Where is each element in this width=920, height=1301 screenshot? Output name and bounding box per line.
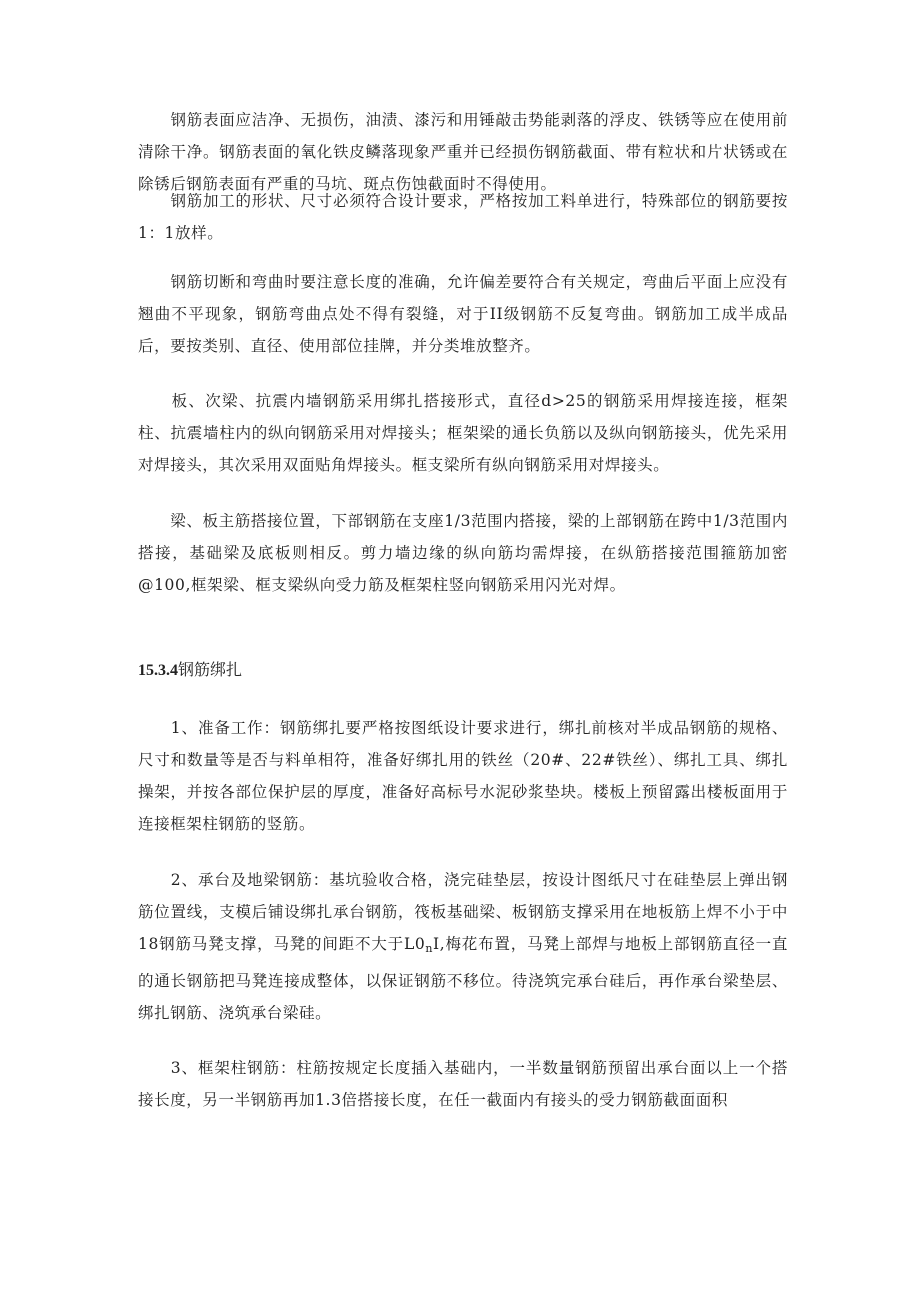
preparation-text: 1、准备工作：钢筋绑扎要严格按图纸设计要求进行，绑扎前核对半成品钢筋的规格、尺寸和数量等是否与料单相符，准备好绑扎用的铁丝（20#、22#铁丝）、绑扎工具、绑扎操架，并按各部位保护层的厚度，准备好高标号水泥砂浆垫块。楼板上预留露出楼板面用于连接框架柱钢筋的竖筋。 xyxy=(138,719,788,833)
paragraph-preparation xyxy=(138,712,788,840)
section-heading xyxy=(138,658,788,683)
pile-cap-text-start: 2、承台及地梁钢筋：基坑验收合格，浇完硅垫层，按设计图纸尺寸在硅垫层上弹出钢筋位置线，支模后铺设绑扎承台钢筋，筏板基础梁、板钢筋支撑采用在地板筋上焊不小于中18钢筋马凳支撑，马凳的间距不大于L0 xyxy=(138,871,788,953)
section-number: 15.3.4 xyxy=(138,662,178,679)
paragraph-rebar-surface: 钢筋表面应洁净、无损伤，油渍、漆污和用锤敲击势能剥落的浮皮、铁锈等应在使用前清除干净。钢筋表面的氧化铁皮鳞落现象严重并已经损伤钢筋截面、带有粒状和片状锈或在除锈后钢筋表面有严重的马坑、斑点伤蚀截面时不得使用。 xyxy=(138,111,788,193)
paragraph-rebar-shape: 钢筋加工的形状、尺寸必须符合设计要求，严格按加工料单进行，特殊部位的钢筋要按1：1放样。 xyxy=(138,192,788,242)
subscript-n: n xyxy=(425,942,433,955)
paragraph-rebar-splicing: 板、次梁、抗震内墙钢筋采用绑扎搭接形式，直径d>25的钢筋采用焊接连接，框架柱、抗震墙柱内的纵向钢筋采用对焊接头；框架梁的通长负筋以及纵向钢筋接头，优先采用对焊接头，其次采用双面贴角焊接头。框支梁所有纵向钢筋采用对焊接头。 xyxy=(138,392,788,474)
paragraph-pile-cap xyxy=(138,864,788,1029)
pile-cap-text-end: I,梅花布置，马凳上部焊与地板上部钢筋直径一直的通长钢筋把马凳连接成整体，以保证钢筋不移位。待浇筑完承台硅后，再作承台梁垫层、绑扎钢筋、浇筑承台梁硅。 xyxy=(138,935,788,1022)
paragraph-column-rebar: 3、框架柱钢筋：柱筋按规定长度插入基础内，一半数量钢筋预留出承台面以上一个搭接长度，另一半钢筋再加1.3倍搭接长度，在任一截面内有接头的受力钢筋截面面积 xyxy=(138,1059,788,1109)
paragraph-lap-position: 梁、板主筋搭接位置，下部钢筋在支座1/3范围内搭接，梁的上部钢筋在跨中1/3范围内搭接，基础梁及底板则相反。剪力墙边缘的纵向筋均需焊接，在纵筋搭接范围箍筋加密@100,框架梁、框支梁纵向受力筋及框架柱竖向钢筋采用闪光对焊。 xyxy=(138,512,788,594)
section-title: 钢筋绑扎 xyxy=(178,660,243,679)
paragraph-rebar-bending: 钢筋切断和弯曲时要注意长度的准确，允许偏差要符合有关规定，弯曲后平面上应没有翘曲不平现象，钢筋弯曲点处不得有裂缝，对于II级钢筋不反复弯曲。钢筋加工成半成品后，要按类别、直径、使用部位挂牌，并分类堆放整齐。 xyxy=(138,273,788,355)
